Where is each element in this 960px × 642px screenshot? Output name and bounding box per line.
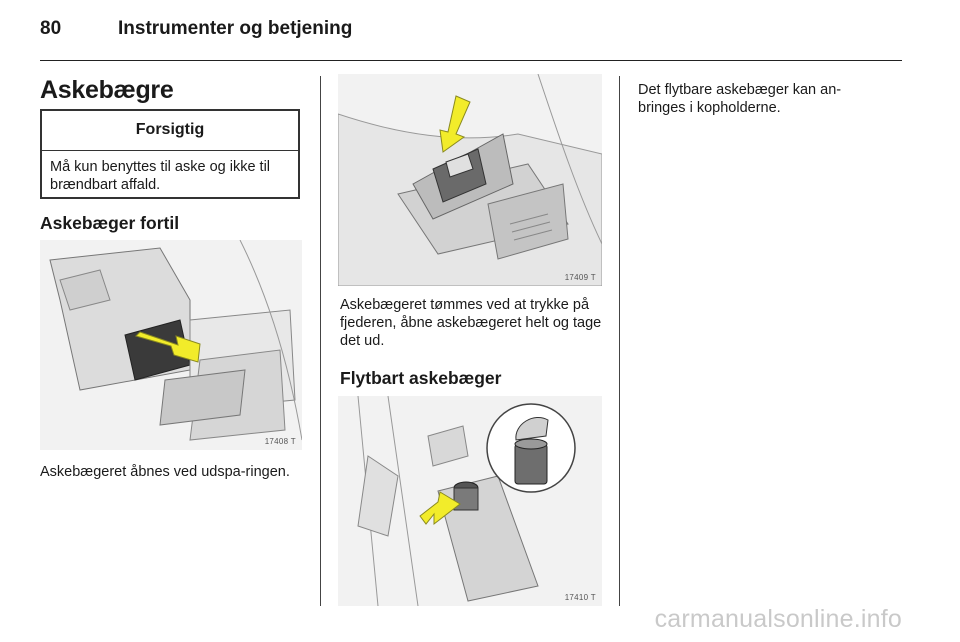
caution-title: Forsigtig [135,121,205,138]
right-column-text: Det flytbare askebæger kan an-bringes i kopholderne. [638,82,842,116]
front-heading: Askebæger fortil [40,213,180,233]
removable-heading: Flytbart askebæger [340,368,502,388]
section-title: Askebægre [40,76,174,104]
page-number: 80 [40,18,62,39]
caution-box [40,109,300,199]
figure-number: 17410 T [564,593,596,602]
removable-ashtray-illustration [338,396,602,606]
caution-divider [42,150,298,151]
front-ashtray-illustration [40,240,302,450]
front-caption: Askebægeret åbnes ved udspa-ringen. [40,464,290,480]
column-divider-left [320,76,321,606]
chapter-title: Instrumenter og betjening [118,18,353,39]
emptying-caption: Askebægeret tømmes ved at trykke på fjederen, åbne askebægeret helt og tage det ud. [340,297,602,349]
figure-number: 17408 T [264,437,296,446]
watermark: carmanualsonline.info [654,605,902,633]
column-divider-right [619,76,620,606]
ashtray-emptying-illustration [338,74,602,286]
header-rule [40,60,902,61]
figure-number: 17409 T [564,273,596,282]
caution-text: Må kun benyttes til aske og ikke til brændbart affald. [50,159,271,193]
